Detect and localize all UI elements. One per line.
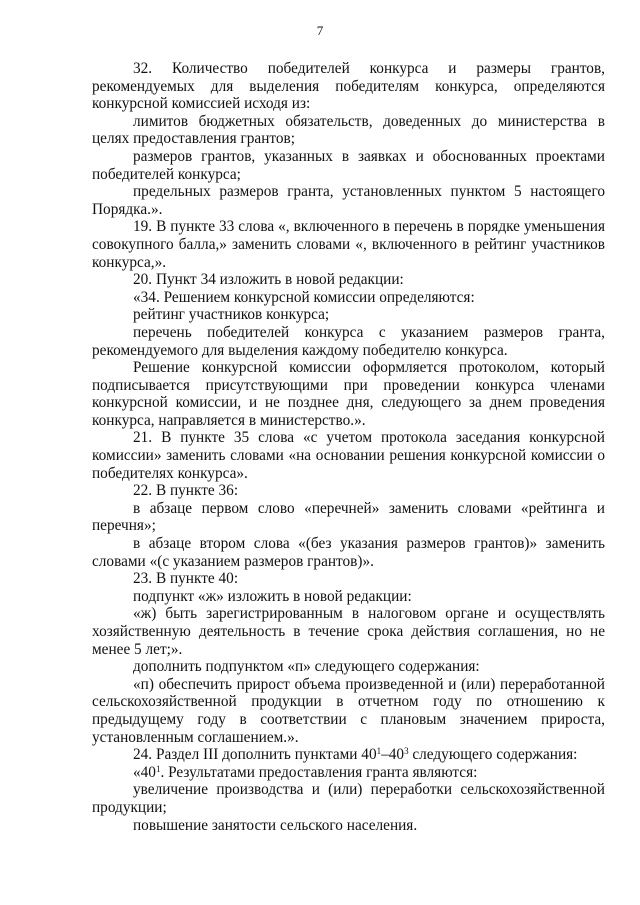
paragraph [92,764,605,782]
paragraph: 21. В пункте 35 слова «с учетом протокола заседания конкурсной комиссии» заменить словами «на основании решения конкурсной комиссии о победителях конкурса». [92,429,605,482]
paragraph: в абзаце втором слова «(без указания размеров грантов)» заменить словами «(с указанием размеров грантов)». [92,535,605,570]
paragraph: рейтинг участников конкурса; [133,306,330,324]
paragraph: перечень победителей конкурса с указанием размеров гранта, рекомендуемого для выделения каждому победителю конкурса. [92,323,605,359]
paragraph: «34. Решением конкурсной комиссии определяются: [133,288,475,306]
paragraph: подпункт «ж» изложить в новой редакции: [133,587,412,605]
text-span: следующего содержания: [408,746,578,764]
paragraph: 20. Пункт 34 изложить в новой редакции: [133,271,404,289]
text-span: –40 [381,746,405,764]
paragraph: увеличение производства и (или) переработки сельскохозяйственной продукции; [92,781,605,816]
paragraph: предельных размеров гранта, установленных пунктом 5 настоящего Порядка.». [92,183,605,218]
text-span: «40 [133,763,156,781]
paragraph: 32. Количество победителей конкурса и размеры грантов, рекомендуемых для выделения победителям конкурса, определяются конкурсной комиссией исходя из: [92,60,605,113]
paragraph: лимитов бюджетных обязательств, доведенных до министерства в целях предоставления грантов; [92,112,605,148]
paragraph [92,746,605,764]
paragraph: в абзаце первом слово «перечней» заменить словами «рейтинга и перечня»; [92,499,605,535]
paragraph: повышение занятости сельского населения. [133,816,418,834]
paragraph: «п) обеспечить прирост объема произведенной и (или) переработанной сельскохозяйственной продукции в отчетном году по отношению к предыдущему году в соответствии с плановым значением прироста, установленным соглашением.». [92,675,605,746]
text-span: 24. Раздел III дополнить пунктами 40 [133,746,377,764]
superscript: 1 [376,746,382,757]
paragraph: 23. В пункте 40: [133,570,239,588]
text-span: . Результатами предоставления гранта являются: [160,763,478,781]
paragraph: дополнить подпунктом «п» следующего содержания: [133,658,480,676]
paragraph: «ж) быть зарегистрированным в налоговом органе и осуществлять хозяйственную деятельность в течение срока действия соглашения, но не менее 5 лет;». [92,605,605,658]
superscript: 3 [404,746,409,757]
page-number: 7 [316,23,324,38]
paragraph: размеров грантов, указанных в заявках и обоснованных проектами победителей конкурса; [92,147,605,183]
paragraph: Решение конкурсной комиссии оформляется протоколом, который подписывается присутствующими при проведении конкурса членами конкурсной комиссии, и не позднее дня, следующего за днем проведения конкурса, направляется в министерство.». [92,359,605,429]
paragraph: 19. В пункте 33 слова «, включенного в перечень в порядке уменьшения совокупного балла,» заменить словами «, включенного в рейтинг участников конкурса,». [92,218,605,271]
superscript: 1 [155,763,161,774]
paragraph: 22. В пункте 36: [133,482,239,500]
document-body [92,60,605,834]
